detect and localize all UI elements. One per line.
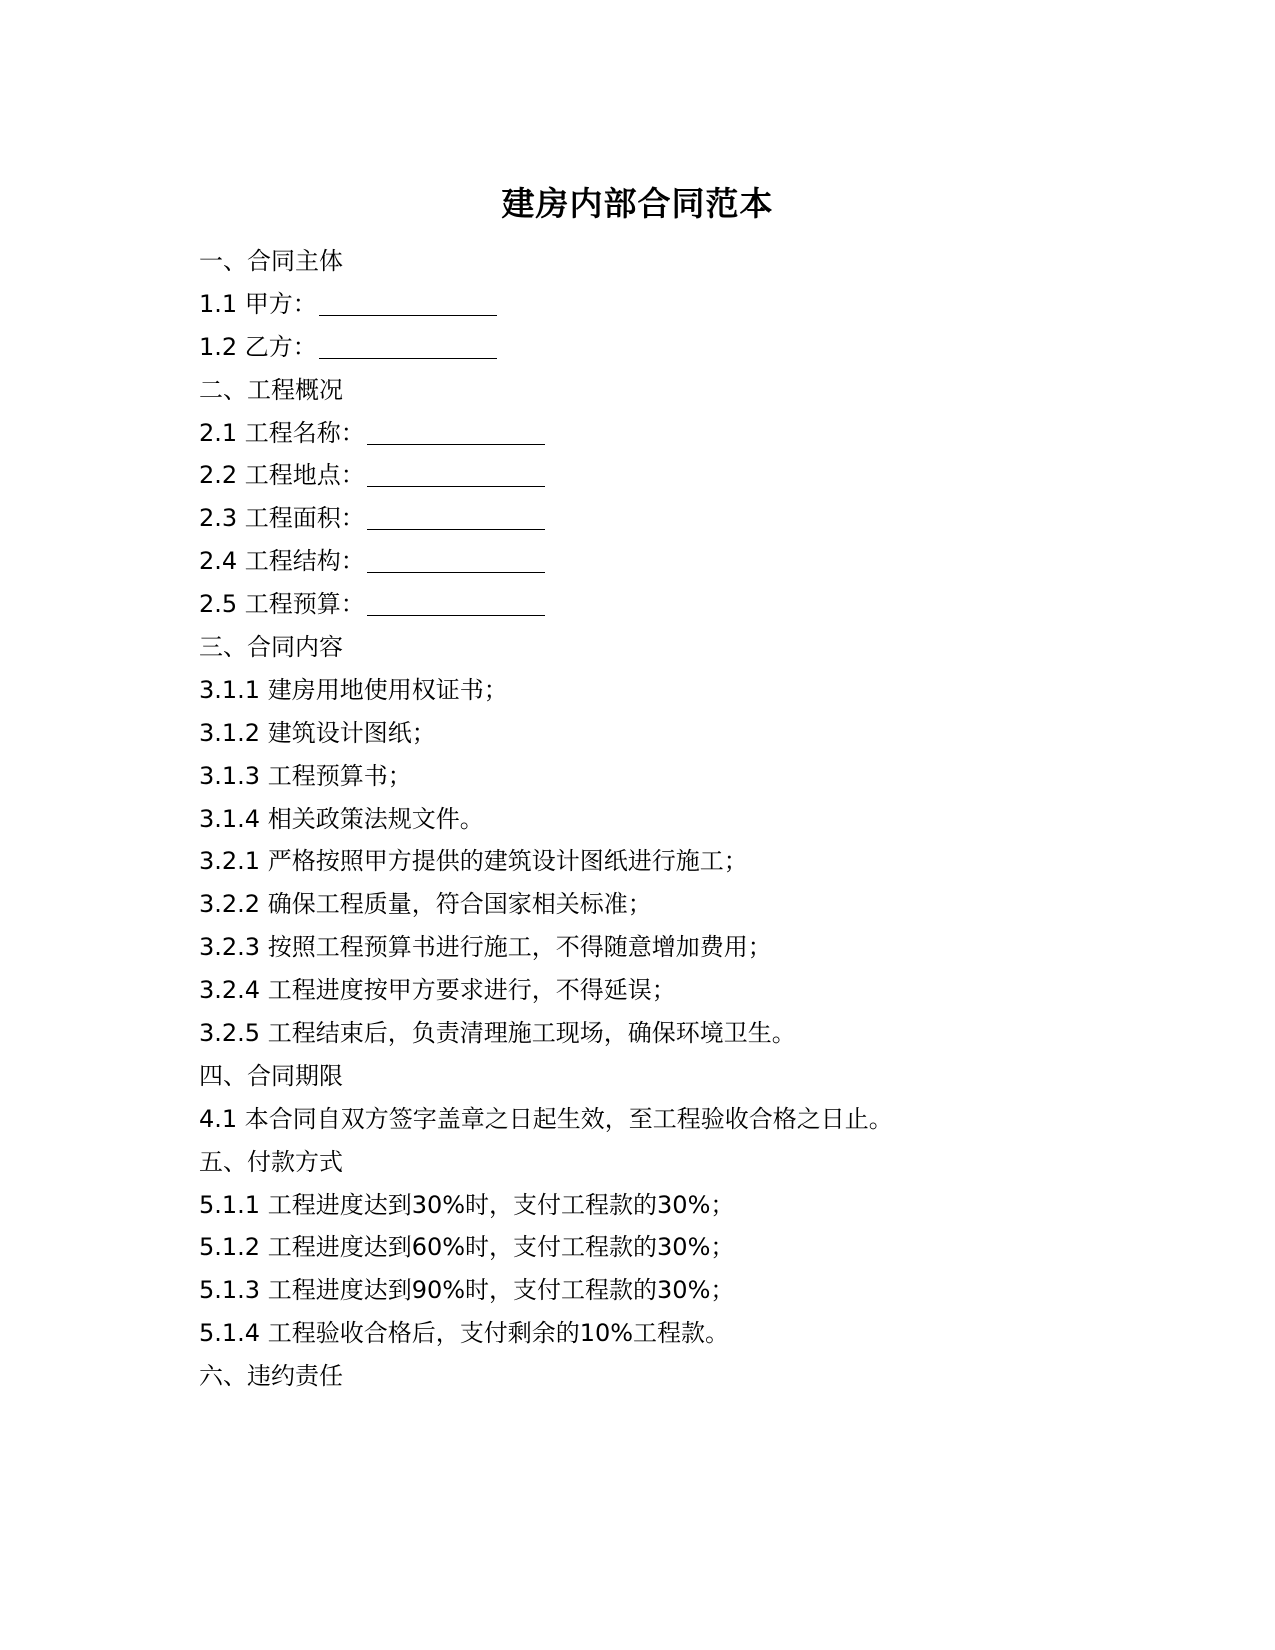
clause-3-2-2: 3.2.2 确保工程质量，符合国家相关标准； — [199, 890, 652, 919]
clause-3-1-2: 3.1.2 建筑设计图纸； — [199, 718, 436, 747]
clause-4-1: 4.1 本合同自双方签字盖章之日起生效，至工程验收合格之日止。 — [199, 1104, 893, 1133]
project-structure-label: 2.4 工程结构： — [199, 547, 365, 576]
project-budget-line — [199, 583, 1099, 626]
document-title: 建房内部合同范本 — [501, 184, 774, 223]
party-b-label: 1.2 乙方： — [199, 332, 317, 361]
project-area-line — [199, 497, 1099, 540]
party-b-blank[interactable] — [319, 334, 497, 359]
party-a-line — [199, 283, 1099, 326]
section-heading-payment: 五、付款方式 — [199, 1147, 343, 1176]
party-b-line — [199, 326, 1099, 369]
project-budget-blank[interactable] — [367, 591, 545, 616]
project-location-blank[interactable] — [367, 462, 545, 487]
section-heading-liability: 六、违约责任 — [199, 1362, 343, 1391]
project-name-line — [199, 412, 1099, 455]
section-heading-parties: 一、合同主体 — [199, 247, 343, 275]
section-heading-term: 四、合同期限 — [199, 1061, 343, 1090]
clause-3-2-5: 3.2.5 工程结束后，负责清理施工现场，确保环境卫生。 — [199, 1019, 796, 1048]
clause-3-2-4: 3.2.4 工程进度按甲方要求进行，不得延误； — [199, 976, 676, 1005]
project-structure-blank[interactable] — [367, 548, 545, 573]
project-area-blank[interactable] — [367, 505, 545, 530]
project-area-label: 2.3 工程面积： — [199, 504, 365, 533]
section-heading-overview: 二、工程概况 — [199, 375, 343, 404]
project-budget-label: 2.5 工程预算： — [199, 590, 365, 619]
section-heading-content: 三、合同内容 — [199, 633, 343, 662]
project-structure-line — [199, 540, 1099, 583]
clause-3-1-3: 3.1.3 工程预算书； — [199, 761, 412, 790]
clause-3-2-3: 3.2.3 按照工程预算书进行施工，不得随意增加费用； — [199, 933, 772, 962]
party-a-label: 1.1 甲方： — [199, 289, 317, 318]
contract-body — [199, 240, 1099, 1398]
clause-5-1-4: 5.1.4 工程验收合格后，支付剩余的10%工程款。 — [199, 1319, 730, 1348]
clause-5-1-2: 5.1.2 工程进度达到60%时，支付工程款的30%； — [199, 1233, 735, 1262]
project-location-label: 2.2 工程地点： — [199, 461, 365, 490]
project-location-line — [199, 454, 1099, 497]
clause-5-1-3: 5.1.3 工程进度达到90%时，支付工程款的30%； — [199, 1276, 735, 1305]
project-name-label: 2.1 工程名称： — [199, 418, 365, 447]
clause-5-1-1: 5.1.1 工程进度达到30%时，支付工程款的30%； — [199, 1190, 735, 1219]
clause-3-2-1: 3.2.1 严格按照甲方提供的建筑设计图纸进行施工； — [199, 847, 748, 876]
project-name-blank[interactable] — [367, 420, 545, 445]
clause-3-1-1: 3.1.1 建房用地使用权证书； — [199, 675, 508, 704]
clause-3-1-4: 3.1.4 相关政策法规文件。 — [199, 804, 484, 833]
party-a-blank[interactable] — [319, 291, 497, 316]
